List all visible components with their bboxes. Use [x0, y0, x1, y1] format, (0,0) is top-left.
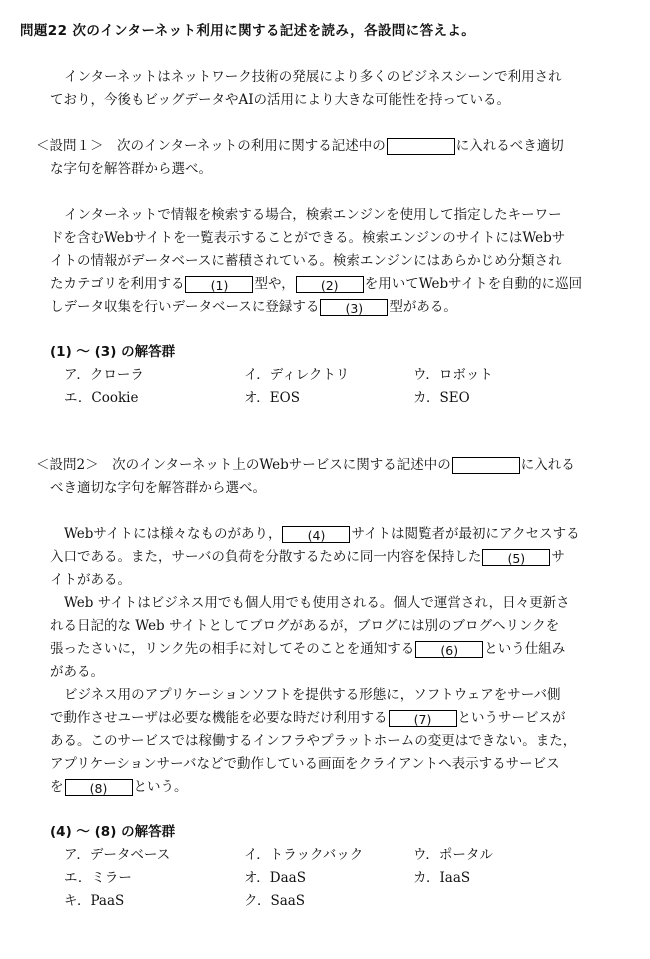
q2-line-9 — [50, 707, 566, 730]
blank-3: (3) — [320, 299, 388, 316]
q2-line-11: アプリケーションサーバなどで動作している画面をクライアントへ表示するサービス — [50, 756, 560, 772]
q2-text: というサービスが — [457, 710, 566, 726]
q2-text: という。 — [133, 779, 188, 795]
q2-heading — [36, 454, 575, 477]
q1-para-line-4 — [50, 273, 582, 296]
q2-answer-heading: (4) ～ (8) の解答群 — [50, 824, 176, 840]
q2-line-2 — [50, 546, 565, 569]
blank-5: (5) — [482, 549, 550, 566]
answer-option: エ．ミラー — [64, 870, 132, 886]
blank-7: (7) — [389, 710, 457, 727]
answer-option: キ．PaaS — [64, 893, 125, 909]
blank-1: (1) — [185, 276, 253, 293]
q2-line-10: ある。このサービスでは稼働するインフラやプラットホームの変更はできない。また， — [50, 733, 577, 749]
answer-option: カ．IaaS — [413, 870, 471, 886]
answer-option: イ．トラックバック — [244, 847, 364, 863]
q2-line-7: がある。 — [50, 664, 104, 680]
problem-title: 問題22 次のインターネット利用に関する記述を読み，各設問に答えよ。 — [20, 23, 476, 39]
q2-heading-post: に入れる — [520, 457, 575, 473]
q2-text: を — [50, 779, 64, 795]
q2-text: 張ったさいに，リンク先の相手に対してそのことを通知する — [50, 641, 415, 657]
answer-option: カ．SEO — [413, 390, 470, 406]
q2-line-6 — [50, 638, 565, 661]
q2-heading-blank — [452, 457, 520, 474]
blank-2: (2) — [296, 276, 364, 293]
q1-answer-heading: (1) ～ (3) の解答群 — [50, 344, 176, 360]
q2-heading-pre: ＜設問2＞ 次のインターネット上のWebサービスに関する記述中の — [36, 457, 451, 473]
q2-text: サ — [551, 549, 565, 565]
q1-heading-pre: ＜設問１＞ 次のインターネットの利用に関する記述中の — [36, 138, 386, 154]
answer-option: ア．クローラ — [64, 367, 144, 383]
intro-line-1: インターネットはネットワーク技術の発展により多くのビジネスシーンで利用され — [64, 69, 562, 85]
q1-text: たカテゴリを利用する — [50, 276, 185, 292]
answer-option: オ．DaaS — [244, 870, 306, 886]
blank-4: (4) — [282, 526, 350, 543]
q1-text: 型や， — [254, 276, 295, 292]
blank-8: (8) — [65, 779, 133, 796]
answer-option: ク．SaaS — [244, 893, 306, 909]
answer-option: オ．EOS — [244, 390, 300, 406]
q1-para-line-3: イトの情報がデータベースに蓄積されている。検索エンジンにはあらかじめ分類され — [50, 253, 562, 269]
q2-line-4: Web サイトはビジネス用でも個人用でも使用される。個人で運営され，日々更新さ — [64, 595, 570, 611]
answer-option: ア．データベース — [64, 847, 171, 863]
q2-line-3: イトがある。 — [50, 572, 131, 588]
q2-text: サイトは閲覧者が最初にアクセスする — [351, 526, 580, 542]
q2-line-12 — [50, 776, 188, 799]
q1-text: 型がある。 — [389, 299, 457, 315]
q2-heading-line-2: べき適切な字句を解答群から選べ。 — [50, 480, 266, 496]
q1-heading-post: に入れるべき適切 — [455, 138, 564, 154]
answer-option: ウ．ポータル — [413, 847, 493, 863]
q1-heading-blank — [387, 138, 455, 155]
q2-line-8: ビジネス用のアプリケーションソフトを提供する形態に，ソフトウェアをサーバ側 — [64, 687, 561, 703]
answer-option: イ．ディレクトリ — [244, 367, 350, 383]
q2-line-1 — [64, 523, 580, 546]
q1-heading — [36, 135, 564, 158]
q1-text: しデータ収集を行いデータベースに登録する — [50, 299, 320, 315]
q1-heading-line-2: な字句を解答群から選べ。 — [50, 161, 212, 177]
q2-text: 入口である。また，サーバの負荷を分散するために同一内容を保持した — [50, 549, 482, 565]
q2-text: Webサイトには様々なものがあり， — [64, 526, 282, 542]
q1-para-line-1: インターネットで情報を検索する場合，検索エンジンを使用して指定したキーワー — [64, 207, 562, 223]
q1-para-line-5 — [50, 296, 457, 319]
q1-para-line-2: ドを含むWebサイトを一覧表示することができる。検索エンジンのサイトにはWebサ — [50, 230, 566, 246]
q2-text: という仕組み — [484, 641, 566, 657]
q1-text: を用いてWebサイトを自動的に巡回 — [364, 276, 583, 292]
q2-line-5: れる日記的な Web サイトとしてブログがあるが，ブログには別のブログへリンクを — [50, 618, 560, 634]
answer-option: ウ．ロボット — [413, 367, 493, 383]
blank-6: (6) — [415, 641, 483, 658]
answer-option: エ．Cookie — [64, 390, 139, 406]
q2-text: で動作させユーザは必要な機能を必要な時だけ利用する — [50, 710, 388, 726]
intro-line-2: ており，今後もビッグデータやAIの活用により大きな可能性を持っている。 — [50, 92, 511, 108]
